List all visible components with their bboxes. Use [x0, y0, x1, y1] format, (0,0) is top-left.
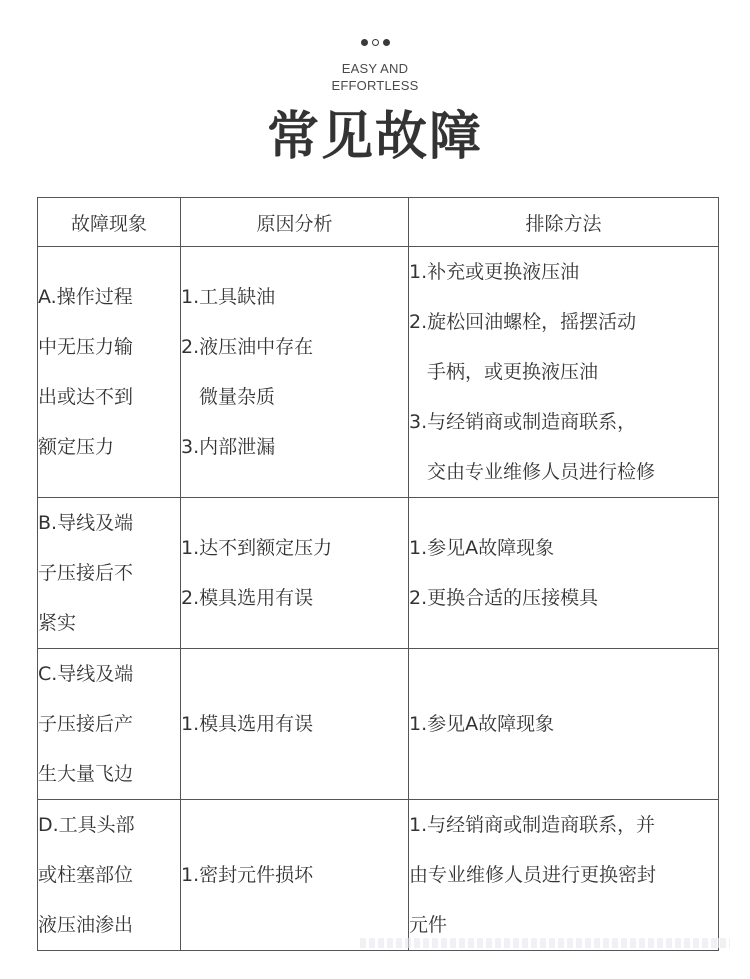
fix-cell [409, 800, 719, 951]
cause-cell [181, 498, 409, 649]
fix-line: 交由专业维修人员进行检修 [427, 461, 656, 483]
fix-cell [409, 247, 719, 498]
symptom-cell [38, 800, 181, 951]
symptom-line: 子压接后不 [38, 562, 134, 584]
table-row [38, 649, 719, 800]
cause-cell [181, 800, 409, 951]
fix-line: 1.参见A故障现象 [409, 537, 555, 559]
symptom-line: 出或达不到 [38, 386, 134, 408]
fix-line: 元件 [409, 914, 448, 936]
cause-cell [181, 649, 409, 800]
symptom-line: B.导线及端 [38, 512, 134, 534]
table-header-row [38, 198, 719, 247]
symptom-line: C.导线及端 [38, 663, 134, 685]
table-row [38, 247, 719, 498]
cause-line: 2.模具选用有误 [181, 587, 314, 609]
fix-line: 1.与经销商或制造商联系，并 [409, 814, 656, 836]
fix-cell [409, 498, 719, 649]
symptom-line: 液压油渗出 [38, 914, 134, 936]
symptom-line: 紧实 [38, 612, 77, 634]
symptom-cell [38, 649, 181, 800]
watermark-strip [360, 938, 730, 948]
symptom-line: 子压接后产 [38, 713, 134, 735]
cause-cell [181, 247, 409, 498]
dot-hollow-icon [372, 39, 379, 46]
fix-line: 3.与经销商或制造商联系， [409, 411, 637, 433]
dot-icon [361, 39, 368, 46]
dot-icon [383, 39, 390, 46]
fix-line: 由专业维修人员进行更换密封 [409, 864, 657, 886]
table-row [38, 800, 719, 951]
cause-line: 1.密封元件损坏 [181, 864, 314, 886]
fix-line: 1.参见A故障现象 [409, 713, 555, 735]
tagline-line-1: EASY AND [341, 61, 409, 76]
column-header-symptom: 故障现象 [38, 198, 181, 247]
symptom-cell [38, 498, 181, 649]
cause-line: 2.液压油中存在 [181, 336, 314, 358]
tagline [0, 60, 750, 94]
symptom-line: 中无压力输 [38, 336, 134, 358]
fix-line: 2.更换合适的压接模具 [409, 587, 599, 609]
page-title: 常见故障 [266, 107, 483, 167]
column-header-cause: 原因分析 [181, 198, 409, 247]
fix-line: 1.补充或更换液压油 [409, 261, 580, 283]
cause-line: 1.达不到额定压力 [181, 537, 333, 559]
faults-table [37, 197, 719, 951]
table-row [38, 498, 719, 649]
symptom-line: 额定压力 [38, 436, 115, 458]
symptom-line: D.工具头部 [38, 814, 135, 836]
pagination-dots [0, 36, 750, 48]
cause-line: 1.工具缺油 [181, 286, 276, 308]
symptom-cell [38, 247, 181, 498]
fix-cell [409, 649, 719, 800]
symptom-line: A.操作过程 [38, 286, 133, 308]
fix-line: 手柄，或更换液压油 [427, 361, 599, 383]
symptom-line: 生大量飞边 [38, 763, 134, 785]
cause-line: 1.模具选用有误 [181, 713, 314, 735]
cause-line: 3.内部泄漏 [181, 436, 276, 458]
fix-line: 2.旋松回油螺栓，摇摆活动 [409, 311, 637, 333]
tagline-line-2: EFFORTLESS [331, 78, 419, 93]
cause-line: 微量杂质 [199, 386, 276, 408]
column-header-fix: 排除方法 [409, 198, 719, 247]
symptom-line: 或柱塞部位 [38, 864, 134, 886]
